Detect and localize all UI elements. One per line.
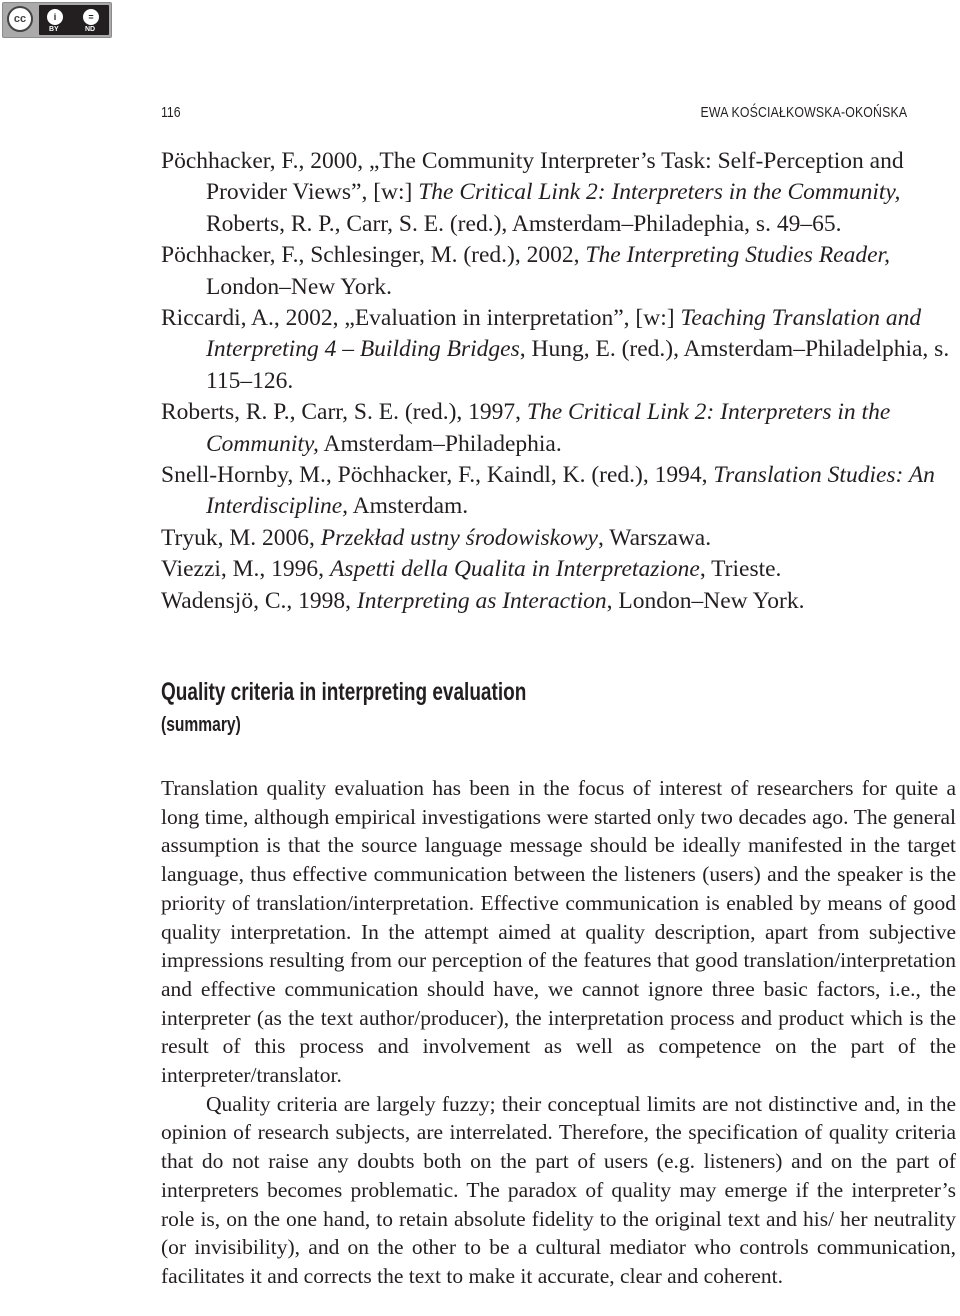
license-strip bbox=[39, 5, 109, 35]
running-head bbox=[161, 104, 908, 126]
reference-title: Przekład ustny środowiskowy bbox=[320, 524, 598, 551]
reference-text: London–New York. bbox=[206, 273, 393, 300]
reference-title: Aspetti della Qualita in Interpretazione bbox=[329, 556, 700, 583]
reference-text: Pöchhacker, F., 2000, „The Community Interpreter’s Task: Self-Perception and Provider Views”, [w:] bbox=[161, 148, 904, 206]
reference-text: Viezzi, M., 1996, bbox=[161, 556, 330, 583]
reference-entry bbox=[161, 240, 956, 303]
reference-entry bbox=[161, 397, 956, 460]
page-number: 116 bbox=[161, 104, 181, 121]
summary-body bbox=[161, 774, 956, 1291]
summary-subtitle: (summary) bbox=[161, 714, 241, 736]
reference-entry bbox=[161, 523, 956, 554]
reference-entry bbox=[161, 303, 956, 397]
license-nd-label: ND bbox=[85, 26, 96, 33]
no-derivatives-icon: = bbox=[83, 9, 99, 25]
reference-text: Roberts, R. P., Carr, S. E. (red.), 1997, bbox=[161, 399, 527, 426]
summary-title: Quality criteria in interpreting evaluation bbox=[161, 678, 527, 706]
reference-title: The Interpreting Studies Reader, bbox=[585, 242, 890, 269]
reference-title: The Critical Link 2: Interpreters in the Community, bbox=[418, 179, 901, 206]
reference-entry bbox=[161, 460, 956, 523]
reference-title: The Critical Link 2: Interpreters in the Community, bbox=[206, 399, 891, 457]
reference-text: Roberts, R. P., Carr, S. E. (red.), Amsterdam–Philadephia, s. 49–65. bbox=[206, 210, 842, 237]
running-author: EWA KOŚCIAŁKOWSKA-OKOŃSKA bbox=[700, 104, 908, 121]
reference-entry bbox=[161, 586, 956, 617]
reference-entry bbox=[161, 554, 956, 585]
reference-text: , Trieste. bbox=[699, 556, 782, 583]
reference-text: Amsterdam. bbox=[348, 493, 469, 520]
reference-title: Teaching Translation and Interpreting 4 – Building Bridges bbox=[206, 305, 922, 363]
reference-text: Wadensjö, C., 1998, bbox=[161, 587, 357, 614]
reference-text: , London–New York. bbox=[606, 587, 805, 614]
reference-entry bbox=[161, 146, 956, 240]
reference-text: , Hung, E. (red.), Amsterdam–Philadelphia, s. 115–126. bbox=[206, 336, 950, 394]
reference-title: Interpreting as Interaction bbox=[356, 587, 607, 614]
summary-paragraph: Translation quality evaluation has been in the focus of interest of researchers for quite a long time, although empirical investigations were started only two decades ago. The general assumption is that the source language message should be ideally manifested in the target language, thus effective communication between the listeners (users) and the speaker is the priority of translation/interpretation. Effective communication is enabled by means of good quality interpretation. In the attempt aimed at quality description, apart from subjective impressions resulting from our perception of the features that good translation/interpretation and effective communication should have, we cannot ignore three basic factors, i.e., the interpreter (as the text author/producer), the interpretation process and product which is the result of this process and involvement as well as competence on the part of the interpreter/translator. bbox=[161, 776, 956, 1088]
license-by-label: BY bbox=[49, 26, 59, 33]
summary-paragraph: Quality criteria are largely fuzzy; their conceptual limits are not distinctive and, in the opinion of research subjects, are interrelated. Therefore, the specification of quality criteria that do not raise any doubts both on the part of users (e.g. listeners) and on the part of interpreters becomes problematic. The paradox of quality may emerge if the interpreter’s role is, on the one hand, to retain absolute fidelity to the original text and his/ her neutrality (or invisibility), and on the other to be a cultural mediator who controls communication, facilitates it and corrects the text to make it accurate, clear and coherent. bbox=[161, 1091, 956, 1288]
reference-text: Amsterdam–Philadephia. bbox=[318, 430, 562, 457]
attribution-icon: i bbox=[47, 9, 63, 25]
reference-text: Tryuk, M. 2006, bbox=[161, 524, 321, 551]
reference-text: Riccardi, A., 2002, „Evaluation in interpretation”, [w:] bbox=[161, 305, 681, 332]
cc-logo-icon: cc bbox=[7, 6, 33, 32]
reference-text: Pöchhacker, F., Schlesinger, M. (red.), 2002, bbox=[161, 242, 586, 269]
reference-list bbox=[161, 146, 956, 617]
reference-text: , Warszawa. bbox=[597, 524, 712, 551]
reference-text: Snell-Hornby, M., Pöchhacker, F., Kaindl, K. (red.), 1994, bbox=[161, 462, 714, 489]
reference-title: Translation Studies: An Interdiscipline, bbox=[206, 462, 935, 520]
cc-license-badge[interactable] bbox=[2, 2, 112, 38]
